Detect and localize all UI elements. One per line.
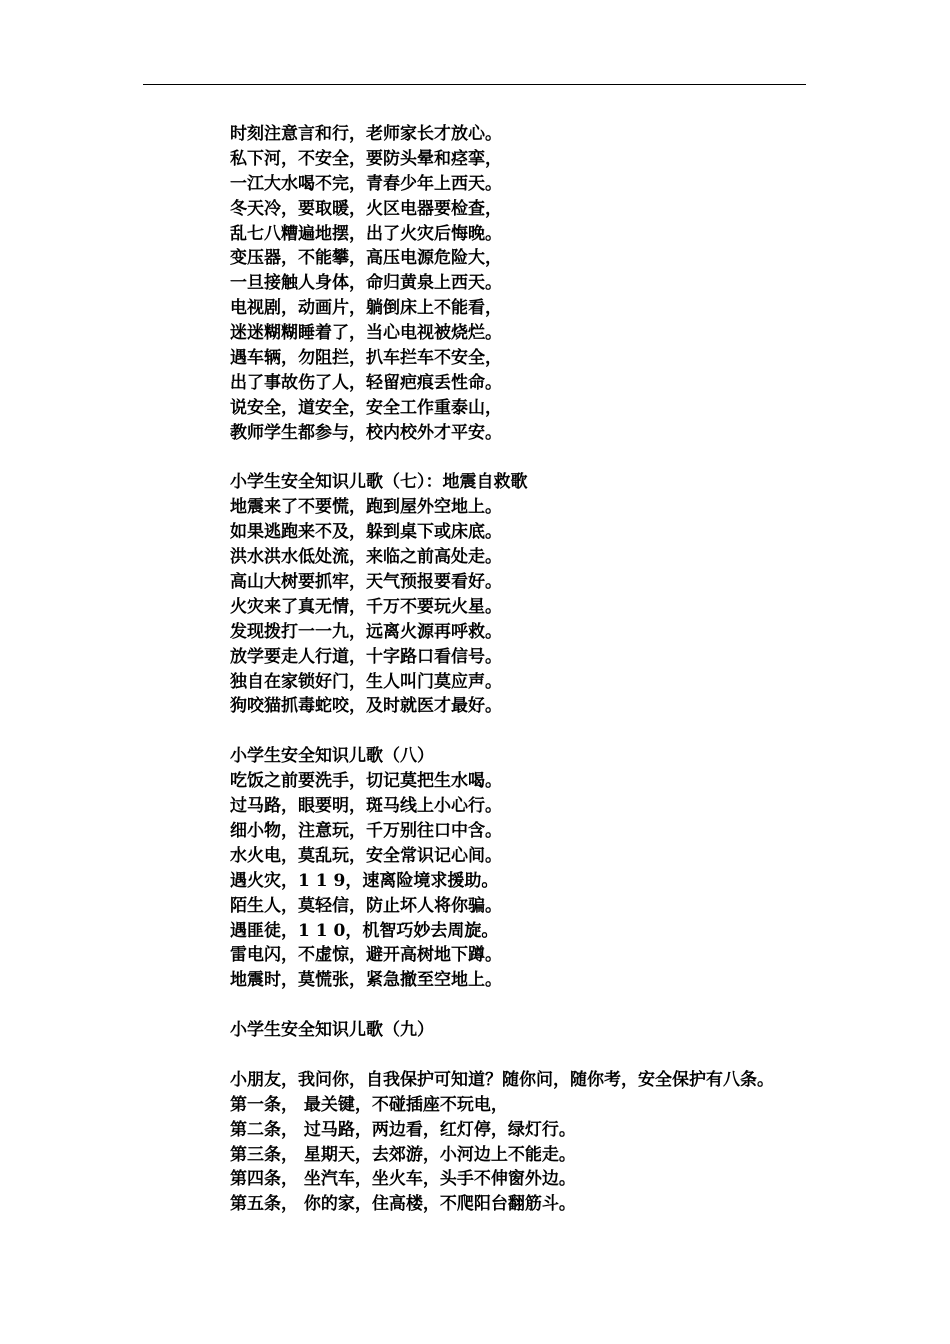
blank-line	[230, 993, 850, 1018]
verse-line: 地震时，莫慌张，紧急撤至空地上。	[230, 970, 502, 991]
verse-line: 高山大树要抓牢，天气预报要看好。	[230, 572, 502, 593]
verse-line: 第三条， 星期天，去郊游，小河边上不能走。	[230, 1144, 576, 1165]
verse-line: 一旦接触人身体，命归黄泉上西天。	[230, 273, 502, 294]
verse-line: 第二条， 过马路，两边看，红灯停，绿灯行。	[230, 1119, 576, 1140]
verse-line: 冬天冷，要取暖，火区电器要检查，	[230, 198, 502, 219]
verse-line: 洪水洪水低处流，来临之前高处走。	[230, 547, 502, 568]
section-3	[230, 1018, 850, 1043]
verse-line: 过马路，眼要明，斑马线上小心行。	[230, 796, 502, 817]
blank-line	[230, 446, 850, 471]
verse-line: 吃饭之前要洗手，切记莫把生水喝。	[230, 771, 502, 792]
verse-line: 第四条， 坐汽车，坐火车，头手不伸窗外边。	[230, 1169, 576, 1190]
verse-line: 狗咬猫抓毒蛇咬，及时就医才最好。	[230, 696, 502, 717]
verse-line: 第五条， 你的家，住高楼，不爬阳台翻筋斗。	[230, 1194, 576, 1215]
verse-line: 迷迷糊糊睡着了，当心电视被烧烂。	[230, 323, 502, 344]
document-body	[230, 122, 850, 1217]
verse-line: 时刻注意言和行，老师家长才放心。	[230, 124, 502, 144]
verse-line: 放学要走人行道，十字路口看信号。	[230, 646, 502, 667]
section-2	[230, 744, 850, 993]
verse-line: 细小物，注意玩，千万别往口中含。	[230, 820, 502, 841]
verse-line: 发现拨打一一九，远离火源再呼救。	[230, 621, 502, 642]
verse-line: 出了事故伤了人，轻留疤痕丢性命。	[230, 372, 502, 393]
section-4	[230, 1068, 850, 1217]
verse-line: 教师学生都参与，校内校外才平安。	[230, 422, 502, 443]
verse-line: 遇车辆，勿阻拦，扒车拦车不安全，	[230, 348, 502, 369]
verse-line: 水火电，莫乱玩，安全常识记心间。	[230, 845, 502, 866]
header-rule	[143, 84, 806, 85]
verse-line: 火灾来了真无情，千万不要玩火星。	[230, 596, 502, 617]
section-1	[230, 470, 850, 719]
verse-line: 电视剧，动画片，躺倒床上不能看，	[230, 298, 502, 319]
verse-line: 遇匪徒，1 1 0，机智巧妙去周旋。	[230, 920, 499, 941]
verse-line: 陌生人，莫轻信，防止坏人将你骗。	[230, 895, 502, 916]
blank-line	[230, 719, 850, 744]
verse-line: 遇火灾，1 1 9，速离险境求援助。	[230, 870, 499, 891]
verse-line: 独自在家锁好门，生人叫门莫应声。	[230, 671, 502, 692]
section-heading: 小学生安全知识儿歌（七）：地震自救歌	[230, 472, 528, 493]
verse-line: 变压器，不能攀，高压电源危险大，	[230, 248, 502, 269]
verse-line: 第一条， 最关键，不碰插座不玩电，	[230, 1094, 508, 1115]
verse-line: 乱七八糟遍地摆，出了火灾后悔晚。	[230, 223, 502, 244]
verse-line: 地震来了不要慌，跑到屋外空地上。	[230, 497, 502, 518]
section-heading: 小学生安全知识儿歌（九）	[230, 1020, 434, 1041]
section-heading: 小学生安全知识儿歌（八）	[230, 746, 434, 767]
verse-line: 说安全，道安全，安全工作重泰山，	[230, 397, 502, 418]
verse-line: 如果逃跑来不及，躲到桌下或床底。	[230, 522, 502, 543]
section-0	[230, 122, 850, 446]
verse-line: 一江大水喝不完，青春少年上西天。	[230, 173, 502, 194]
verse-line: 雷电闪，不虚惊，避开高树地下蹲。	[230, 945, 502, 966]
verse-line: 私下河，不安全，要防头晕和痉挛，	[230, 148, 502, 169]
blank-line	[230, 1043, 850, 1068]
verse-line: 小朋友，我问你，自我保护可知道？随你问，随你考，安全保护有八条。	[230, 1069, 774, 1090]
